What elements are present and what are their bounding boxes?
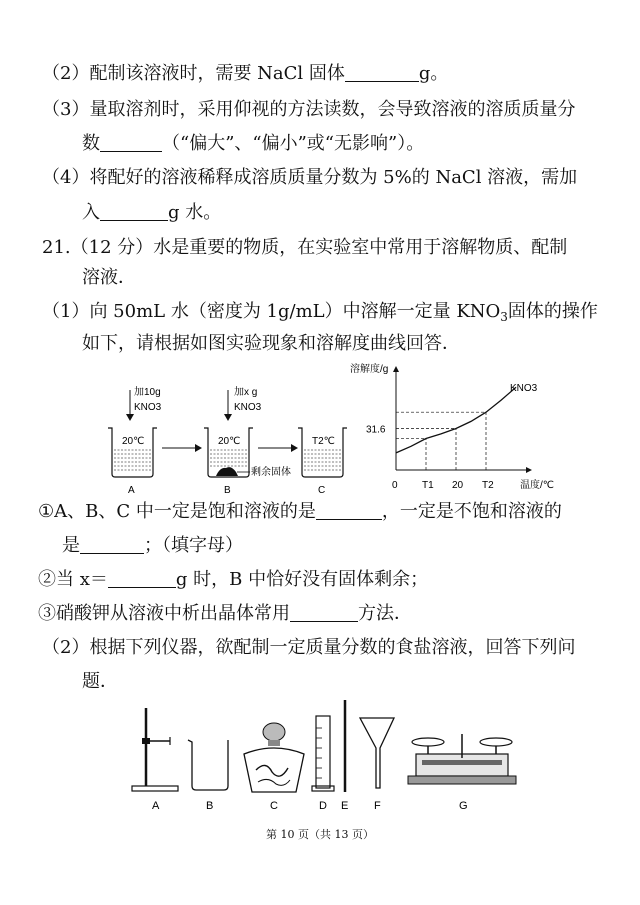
temp-label-b: 20℃ (218, 436, 241, 447)
x-tick-label: 0 (392, 480, 398, 491)
add-label-b: 加x g (234, 387, 258, 398)
y-tick-label: 31.6 (366, 424, 386, 436)
q20-part4-text: 入 (82, 202, 100, 223)
subscript: 3 (500, 310, 508, 324)
q21-stem-line2: 溶液． (82, 267, 136, 288)
q21-part1-text-end: 固体的操作 (507, 301, 598, 322)
x-axis-arrow (526, 467, 532, 473)
q21-sub1-line1 (38, 500, 562, 524)
answer-blank[interactable] (108, 569, 176, 588)
beaker-icon (188, 740, 228, 790)
beaker-label-a: A (128, 485, 135, 496)
temp-label-a: 20℃ (122, 436, 145, 447)
beaker-experiment-figure (100, 376, 370, 500)
q21-sub2-text: ②当 x＝ (38, 569, 108, 590)
q21-sub2 (38, 568, 428, 592)
q20-part3-options: （“偏大”、“偏小”或“无影响”）。 (162, 133, 425, 154)
q21-part1-line1 (42, 300, 598, 329)
q20-part3-line1: （3）量取溶剂时，采用仰视的方法读数，会导致溶液的溶质质量分 (42, 99, 576, 120)
q20-part2-text: （2）配制该溶液时，需要 NaCl 固体 (42, 63, 345, 84)
alcohol-lamp-icon (244, 723, 304, 792)
q20-part2-unit: g。 (418, 63, 449, 84)
q21-stem-line1: 21.（12 分）水是重要的物质，在实验室中常用于溶解物质、配制 (42, 237, 568, 258)
q21-part2-line1: （2）根据下列仪器，欲配制一定质量分数的食盐溶液，回答下列问 (42, 637, 576, 658)
x-tick-label: 20 (452, 480, 464, 491)
q20-part4-unit: g 水。 (168, 202, 222, 223)
q21-sub1-hint: ；（填字母） (144, 535, 243, 556)
q20-part3-text: 数 (82, 133, 100, 154)
add-label-a: 加10g (134, 387, 161, 398)
q20-part2 (42, 62, 448, 86)
beaker-label-b: B (224, 485, 231, 496)
y-axis-arrow (393, 366, 399, 372)
beaker-b (204, 385, 291, 496)
apparatus-label-g: G (459, 800, 468, 812)
apparatus-label-b: B (206, 800, 214, 812)
y-axis-label: 溶解度/g (350, 364, 389, 375)
x-tick-label: T2 (482, 480, 494, 491)
iron-stand-icon (132, 708, 178, 791)
answer-blank[interactable] (316, 501, 382, 520)
apparatus-label-e: E (341, 800, 349, 812)
solubility-curve-chart (340, 364, 555, 496)
solid-residue (216, 467, 238, 476)
apparatus-figure (126, 696, 526, 820)
x-axis-label: 温度/℃ (520, 480, 555, 491)
q21-sub3 (38, 602, 412, 626)
kno3-label-a: KNO3 (134, 402, 162, 413)
q21-sub1-text: ①A、B、C 中一定是饱和溶液的是 (38, 501, 316, 522)
answer-blank[interactable] (290, 603, 358, 622)
beaker-a (108, 385, 162, 496)
apparatus-label-c: C (270, 800, 278, 812)
balance-scale-icon (408, 734, 516, 784)
q20-part4-line2 (82, 201, 221, 225)
answer-blank[interactable] (100, 202, 168, 221)
q21-sub3-text-end: 方法． (358, 603, 412, 624)
x-tick-label: T1 (422, 480, 434, 491)
apparatus-label-a: A (152, 800, 160, 812)
q21-sub2-text-end: g 时，B 中恰好没有固体剩余； (175, 569, 429, 590)
q21-part2-line2: 题． (82, 671, 118, 692)
beaker-label-c: C (318, 485, 326, 496)
q21-sub1-line2 (62, 534, 243, 558)
residue-label: 剩余固体 (251, 467, 291, 478)
apparatus-label-f: F (374, 800, 381, 812)
q21-part1-line2: 如下，请根据如图实验现象和溶解度曲线回答． (82, 333, 460, 354)
series-label-kno3: KNO3 (510, 383, 538, 395)
kno3-label-b: KNO3 (234, 402, 262, 413)
temp-label-c: T2℃ (312, 436, 335, 447)
apparatus-label-d: D (319, 800, 327, 812)
q21-sub1-text-end: ，一定是不饱和溶液的 (381, 501, 562, 522)
q20-part3-line2 (82, 132, 424, 156)
page-footer: 第 10 页（共 13 页） (266, 828, 374, 841)
funnel-icon (360, 718, 394, 788)
q21-part1-text: （1）向 50mL 水（密度为 1g/mL）中溶解一定量 KNO (42, 301, 501, 322)
answer-blank[interactable] (100, 133, 162, 152)
q20-part4-line1: （4）将配好的溶液稀释成溶质质量分数为 5%的 NaCl 溶液，需加 (42, 167, 578, 188)
answer-blank[interactable] (345, 63, 419, 82)
graduated-cylinder-icon (312, 716, 334, 791)
q21-sub3-text: ③硝酸钾从溶液中析出晶体常用 (38, 603, 290, 624)
answer-blank[interactable] (80, 535, 144, 554)
q21-sub1-text2: 是 (62, 535, 80, 556)
